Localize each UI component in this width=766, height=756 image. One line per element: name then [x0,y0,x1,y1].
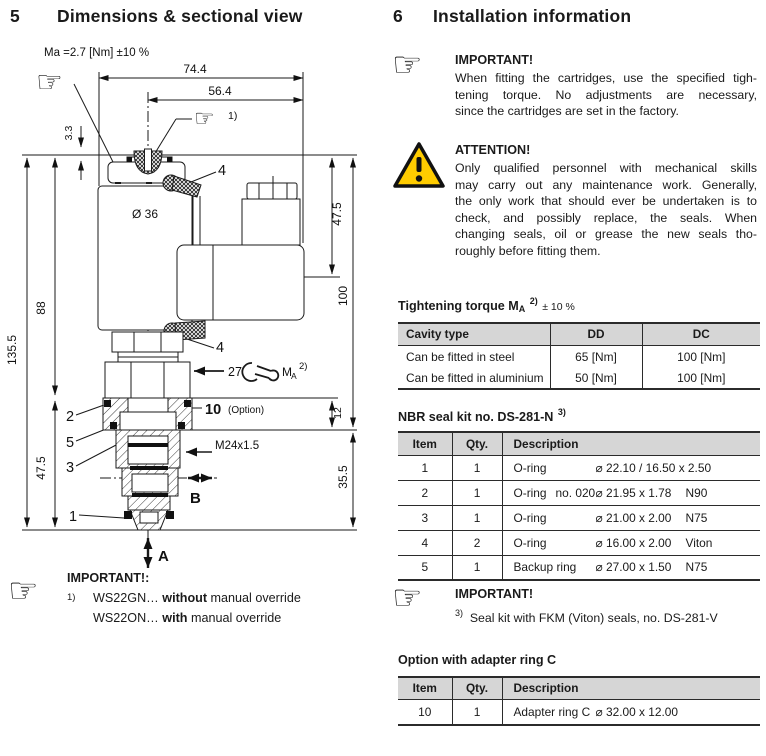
callout-4b: 4 [216,340,225,356]
table-row [398,345,760,368]
option-col-item: Item [398,677,452,699]
important1-line: tening torque. No adjustments are necessary, [455,87,757,102]
option-table [398,676,760,726]
hex-nut-27 [105,362,190,398]
callout-2: 2 [66,409,75,425]
nbr-col-qty: Qty. [452,432,502,455]
nbr-cell-item: 3 [398,505,452,530]
section6-number-text: 6 [393,6,403,26]
note-line1-bold: without [162,591,208,605]
callout-10: 10 [205,402,222,418]
seal-name: O-ring [513,535,547,550]
important1-line: since the cartridges are set in the factory. [455,104,679,119]
torque-heading-pre: Tightening torque M [398,299,519,313]
seal-material: N75 [685,510,708,525]
option-heading: Option with adapter ring C [398,653,557,667]
seal-size: ⌀ 21.95 x 1.78 [595,485,672,500]
seal-size: ⌀ 21.00 x 2.00 [595,510,672,525]
option-col-desc: Description [502,677,760,699]
option-label: (Option) [228,405,265,416]
seal-name: O-ring [513,485,547,500]
torque-heading-tol: ± 10 % [542,301,575,313]
attention-line: may carry out any maintenance work. Generally, [455,177,757,192]
ma-sub: A [291,371,297,381]
note-line1-pre: WS22GN… [93,591,163,605]
nbr-cell-item: 4 [398,530,452,555]
dim-135: 135.5 [5,334,19,366]
left-note-line1 [93,591,301,605]
callout-3: 3 [66,460,75,476]
seal-material: N75 [685,560,708,575]
note-line2-bold: with [162,611,188,625]
dim-100: 100 [336,285,350,307]
pointing-hand-icon: ☞ [392,579,423,617]
torque-cell: 100 [Nm] [642,345,760,368]
seal-size: ⌀ 16.00 x 2.00 [595,535,672,550]
nbr-cell-item: 5 [398,555,452,580]
dim-475-right: 47.5 [330,202,344,226]
attention-heading: ATTENTION! [455,143,531,157]
nbr-col-desc: Description [502,432,760,455]
table-row [398,480,760,505]
seal-name: O-ring [513,510,547,525]
torque-cell: 100 [Nm] [642,368,760,389]
torque-col-cavity: Cavity type [398,323,550,345]
note-line2-post: manual override [187,611,282,625]
port-a-label: A [158,548,169,565]
section5-number-text: 5 [10,6,20,26]
torque-cell: 65 [Nm] [550,345,642,368]
dim-475-left: 47.5 [34,456,48,480]
attention-line: roughly before fitting them. [455,243,601,258]
port-b-label: B [190,490,201,507]
dim-355: 35.5 [336,465,350,489]
important2-ref: 3) [455,608,464,618]
attention-line: changing seals, oil or grease the new seals tho- [455,227,757,242]
nbr-cell-item: 1 [421,460,429,475]
dim-74: 74.4 [183,62,207,76]
torque-cell: 50 [Nm] [550,368,642,389]
attention-line: the only work that should ever be undertaken is to [455,194,757,209]
important2-text [455,608,718,625]
note-line2-pre: WS22ON… [93,611,163,625]
dim-56: 56.4 [208,84,232,98]
note-line1-post: manual override [207,591,301,605]
table-row [398,530,760,555]
nbr-seal-kit-table [398,431,760,581]
nbr-cell-qty: 2 [452,530,502,555]
important2-heading: IMPORTANT! [455,587,534,601]
nbr-cell-qty: 1 [452,505,502,530]
option-cell-item: 10 [418,704,432,719]
important1-line: When fitting the cartridges, use the specified tigh- [455,71,757,85]
ma-label: M [282,365,292,379]
option-col-qty: Qty. [452,677,502,699]
nbr-col-item: Item [398,432,452,455]
section5-title-text: Dimensions & sectional view [57,6,303,26]
table-row [398,368,760,389]
adapter-ring-size: ⌀ 32.00 x 12.00 [595,704,679,719]
callout-4a: 4 [218,163,227,179]
warning-triangle-icon [392,141,446,189]
left-note-ref: 1) [67,592,76,603]
seal-name: O-ring [513,460,547,475]
torque-col-dd: DD [550,323,642,345]
left-note-heading: IMPORTANT!: [67,571,150,585]
important2-line: Seal kit with FKM (Viton) seals, no. DS-281-V [469,611,718,625]
torque-heading-sup: 2) [529,296,538,306]
nbr-heading-sup: 3) [557,407,566,417]
nbr-heading-pre: NBR seal kit no. DS-281-N [398,410,554,424]
table-row [398,555,760,580]
dia-36: Ø 36 [131,207,159,221]
nbr-heading [398,407,566,426]
callout-5: 5 [66,435,75,451]
ref-1-label: 1) [228,110,238,122]
torque-note: Ma =2.7 [Nm] ±10 % [44,47,150,59]
thread-label: M24x1.5 [215,440,260,452]
seal-name: Backup ring [513,560,577,575]
torque-table [398,322,760,390]
seal-size: ⌀ 27.00 x 1.50 [595,560,672,575]
section6-title-text: Installation information [433,6,632,26]
adapter-ring-name: Adapter ring C [513,704,591,719]
wrench-icon [242,363,278,381]
pointing-hand-icon: ☞ [36,66,63,99]
connector-cap [247,183,297,199]
section6-title [433,6,631,27]
torque-heading-sub: A [518,304,526,314]
seal-no: no. 020 [555,485,596,500]
nbr-cell-qty: 1 [452,555,502,580]
seal-material: N90 [685,485,708,500]
dim-33: 3.3 [63,125,75,141]
nbr-cell-item: 2 [398,480,452,505]
section6-number [393,6,403,27]
torque-heading [398,296,575,315]
nbr-cell-qty: 1 [452,480,502,505]
attention-line: Only qualified personnel with mechanical skills [455,161,757,175]
pointing-hand-icon: ☞ [392,46,423,84]
table-row [398,455,760,480]
table-row [398,505,760,530]
nbr-cell-qty: 1 [452,455,502,480]
seal-size: ⌀ 22.10 / 16.50 x 2.50 [595,460,712,475]
callout-1: 1 [69,509,78,525]
important1-heading: IMPORTANT! [455,53,534,67]
dim-88: 88 [34,301,48,315]
important1-text [455,70,757,120]
table-row [398,699,760,725]
attention-text [455,160,757,260]
wrench-size: 27 [228,365,242,379]
dim-12: 12 [332,407,344,419]
torque-cell: Can be fitted in steel [406,349,515,364]
connector-body [177,245,304,320]
pointing-hand-icon: ☞ [8,572,39,610]
left-note-line2 [93,611,281,625]
ma-sup: 2) [299,361,308,372]
torque-col-dc: DC [642,323,760,345]
attention-line: check, and possibly replace, the seals. When [455,210,757,225]
seal-material: Viton [685,535,713,550]
pointing-hand-icon: ☞ [194,105,215,131]
option-cell-qty: 1 [452,699,502,725]
torque-cell: Can be fitted in aluminium [406,371,544,385]
sectional-view-drawing [0,0,383,575]
